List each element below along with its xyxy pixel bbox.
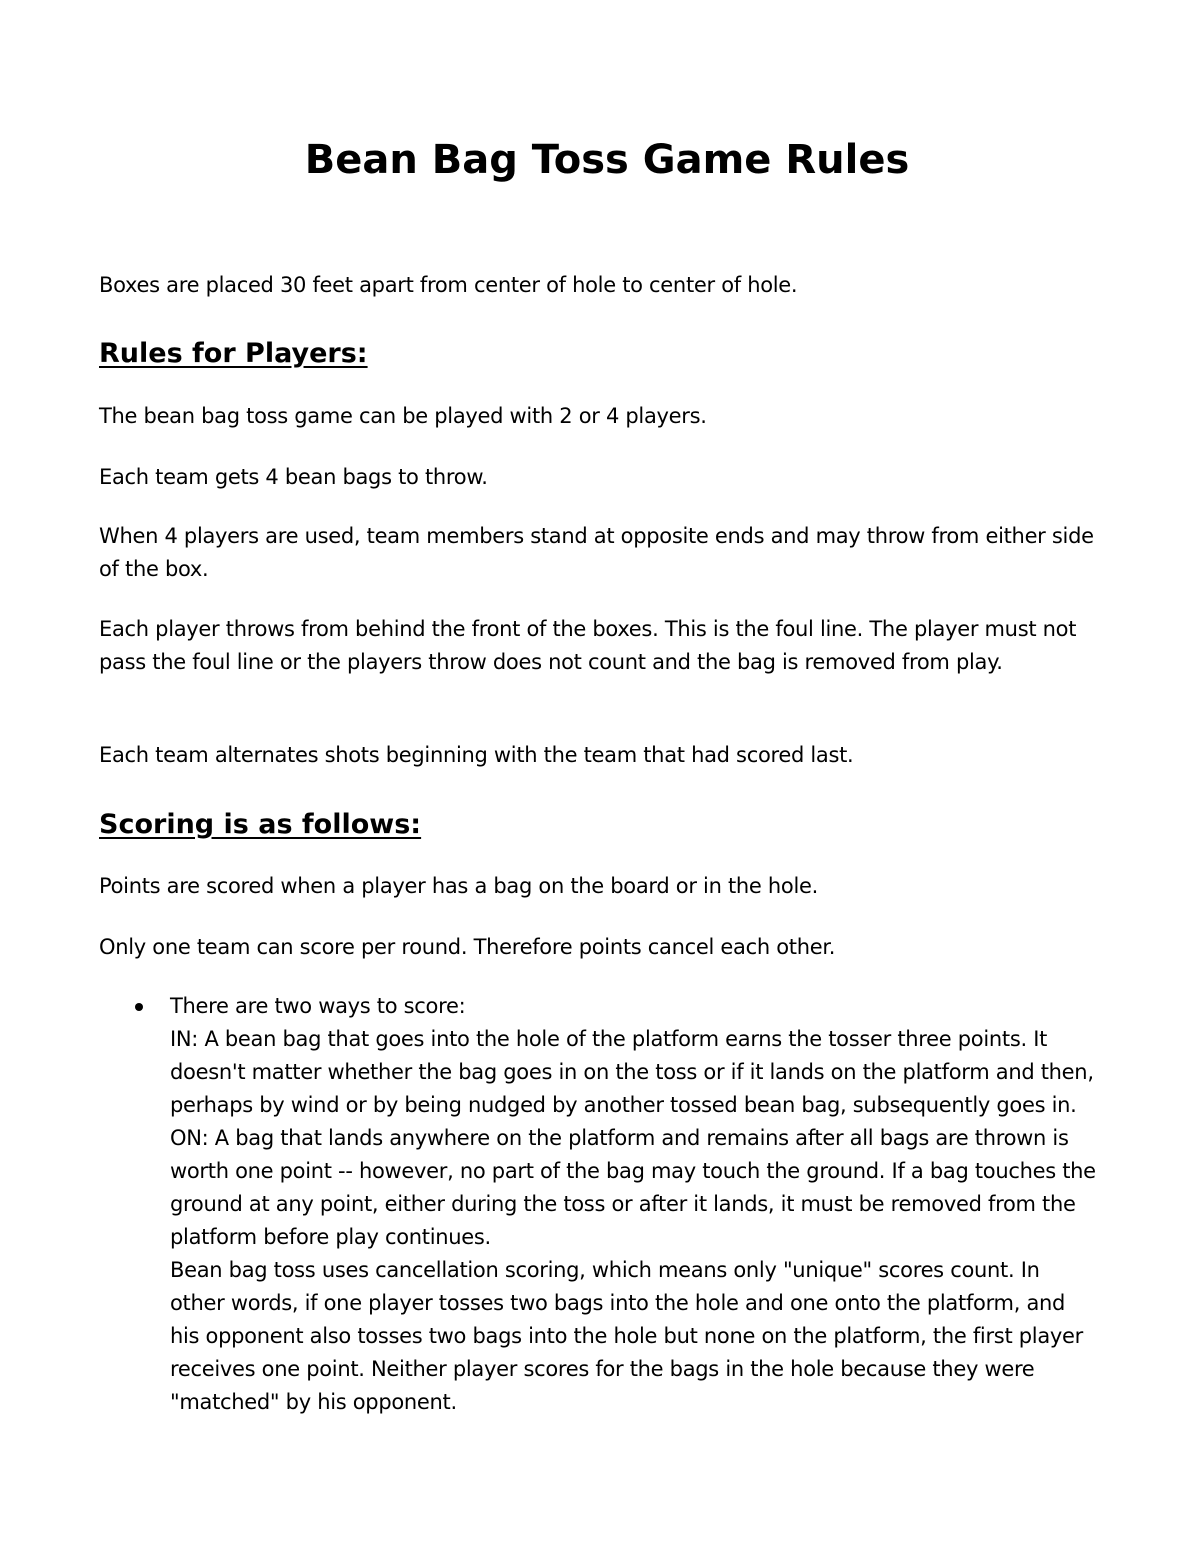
bean-bags-paragraph: Each team gets 4 bean bags to throw. [99,465,488,489]
rules-for-players-heading: Rules for Players: [99,338,368,369]
scoring-bullet-list [99,990,1129,1419]
one-team-scores-paragraph: Only one team can score per round. Therefore points cancel each other. [99,935,836,959]
in-rule-text: IN: A bean bag that goes into the hole of the platform earns the tosser three points. It doesn't matter whether the bag goes in on the toss or if it lands on the platform and then, perhaps by wind or by being nudged by another tossed bean bag, subsequently goes in. [170,1027,1094,1117]
two-ways-to-score-text: There are two ways to score: [170,994,466,1018]
players-count-paragraph: The bean bag toss game can be played with 2 or 4 players. [99,404,707,428]
document-title: Bean Bag Toss Game Rules [304,137,910,183]
on-rule-text: ON: A bag that lands anywhere on the platform and remains after all bags are thrown is worth one point -- however, no part of the bag may touch the ground. If a bag touches the ground at any point, either during the toss or after it lands, it must be removed from the platform before play continues. [170,1126,1096,1249]
cancellation-rule-text: Bean bag toss uses cancellation scoring, which means only "unique" scores count. In other words, if one player tosses two bags into the hole and one onto the platform, and his opponent also tosses two bags into the hole but none on the platform, the first player receives one point. Neither player scores for the bags in the hole because they were "matched" by his opponent. [170,1258,1083,1414]
foul-line-paragraph: Each player throws from behind the front of the boxes. This is the foul line. The player must not pass the foul line or the players throw does not count and the bag is removed from play. [99,617,1077,674]
four-players-paragraph: When 4 players are used, team members stand at opposite ends and may throw from either side of the box. [99,524,1094,581]
points-scored-paragraph: Points are scored when a player has a bag on the board or in the hole. [99,874,818,898]
bullet-icon [135,1003,143,1011]
list-item [99,990,1129,1419]
scoring-heading: Scoring is as follows: [99,809,422,840]
intro-paragraph: Boxes are placed 30 feet apart from center of hole to center of hole. [99,273,798,297]
alternate-shots-paragraph: Each team alternates shots beginning with the team that had scored last. [99,743,854,767]
